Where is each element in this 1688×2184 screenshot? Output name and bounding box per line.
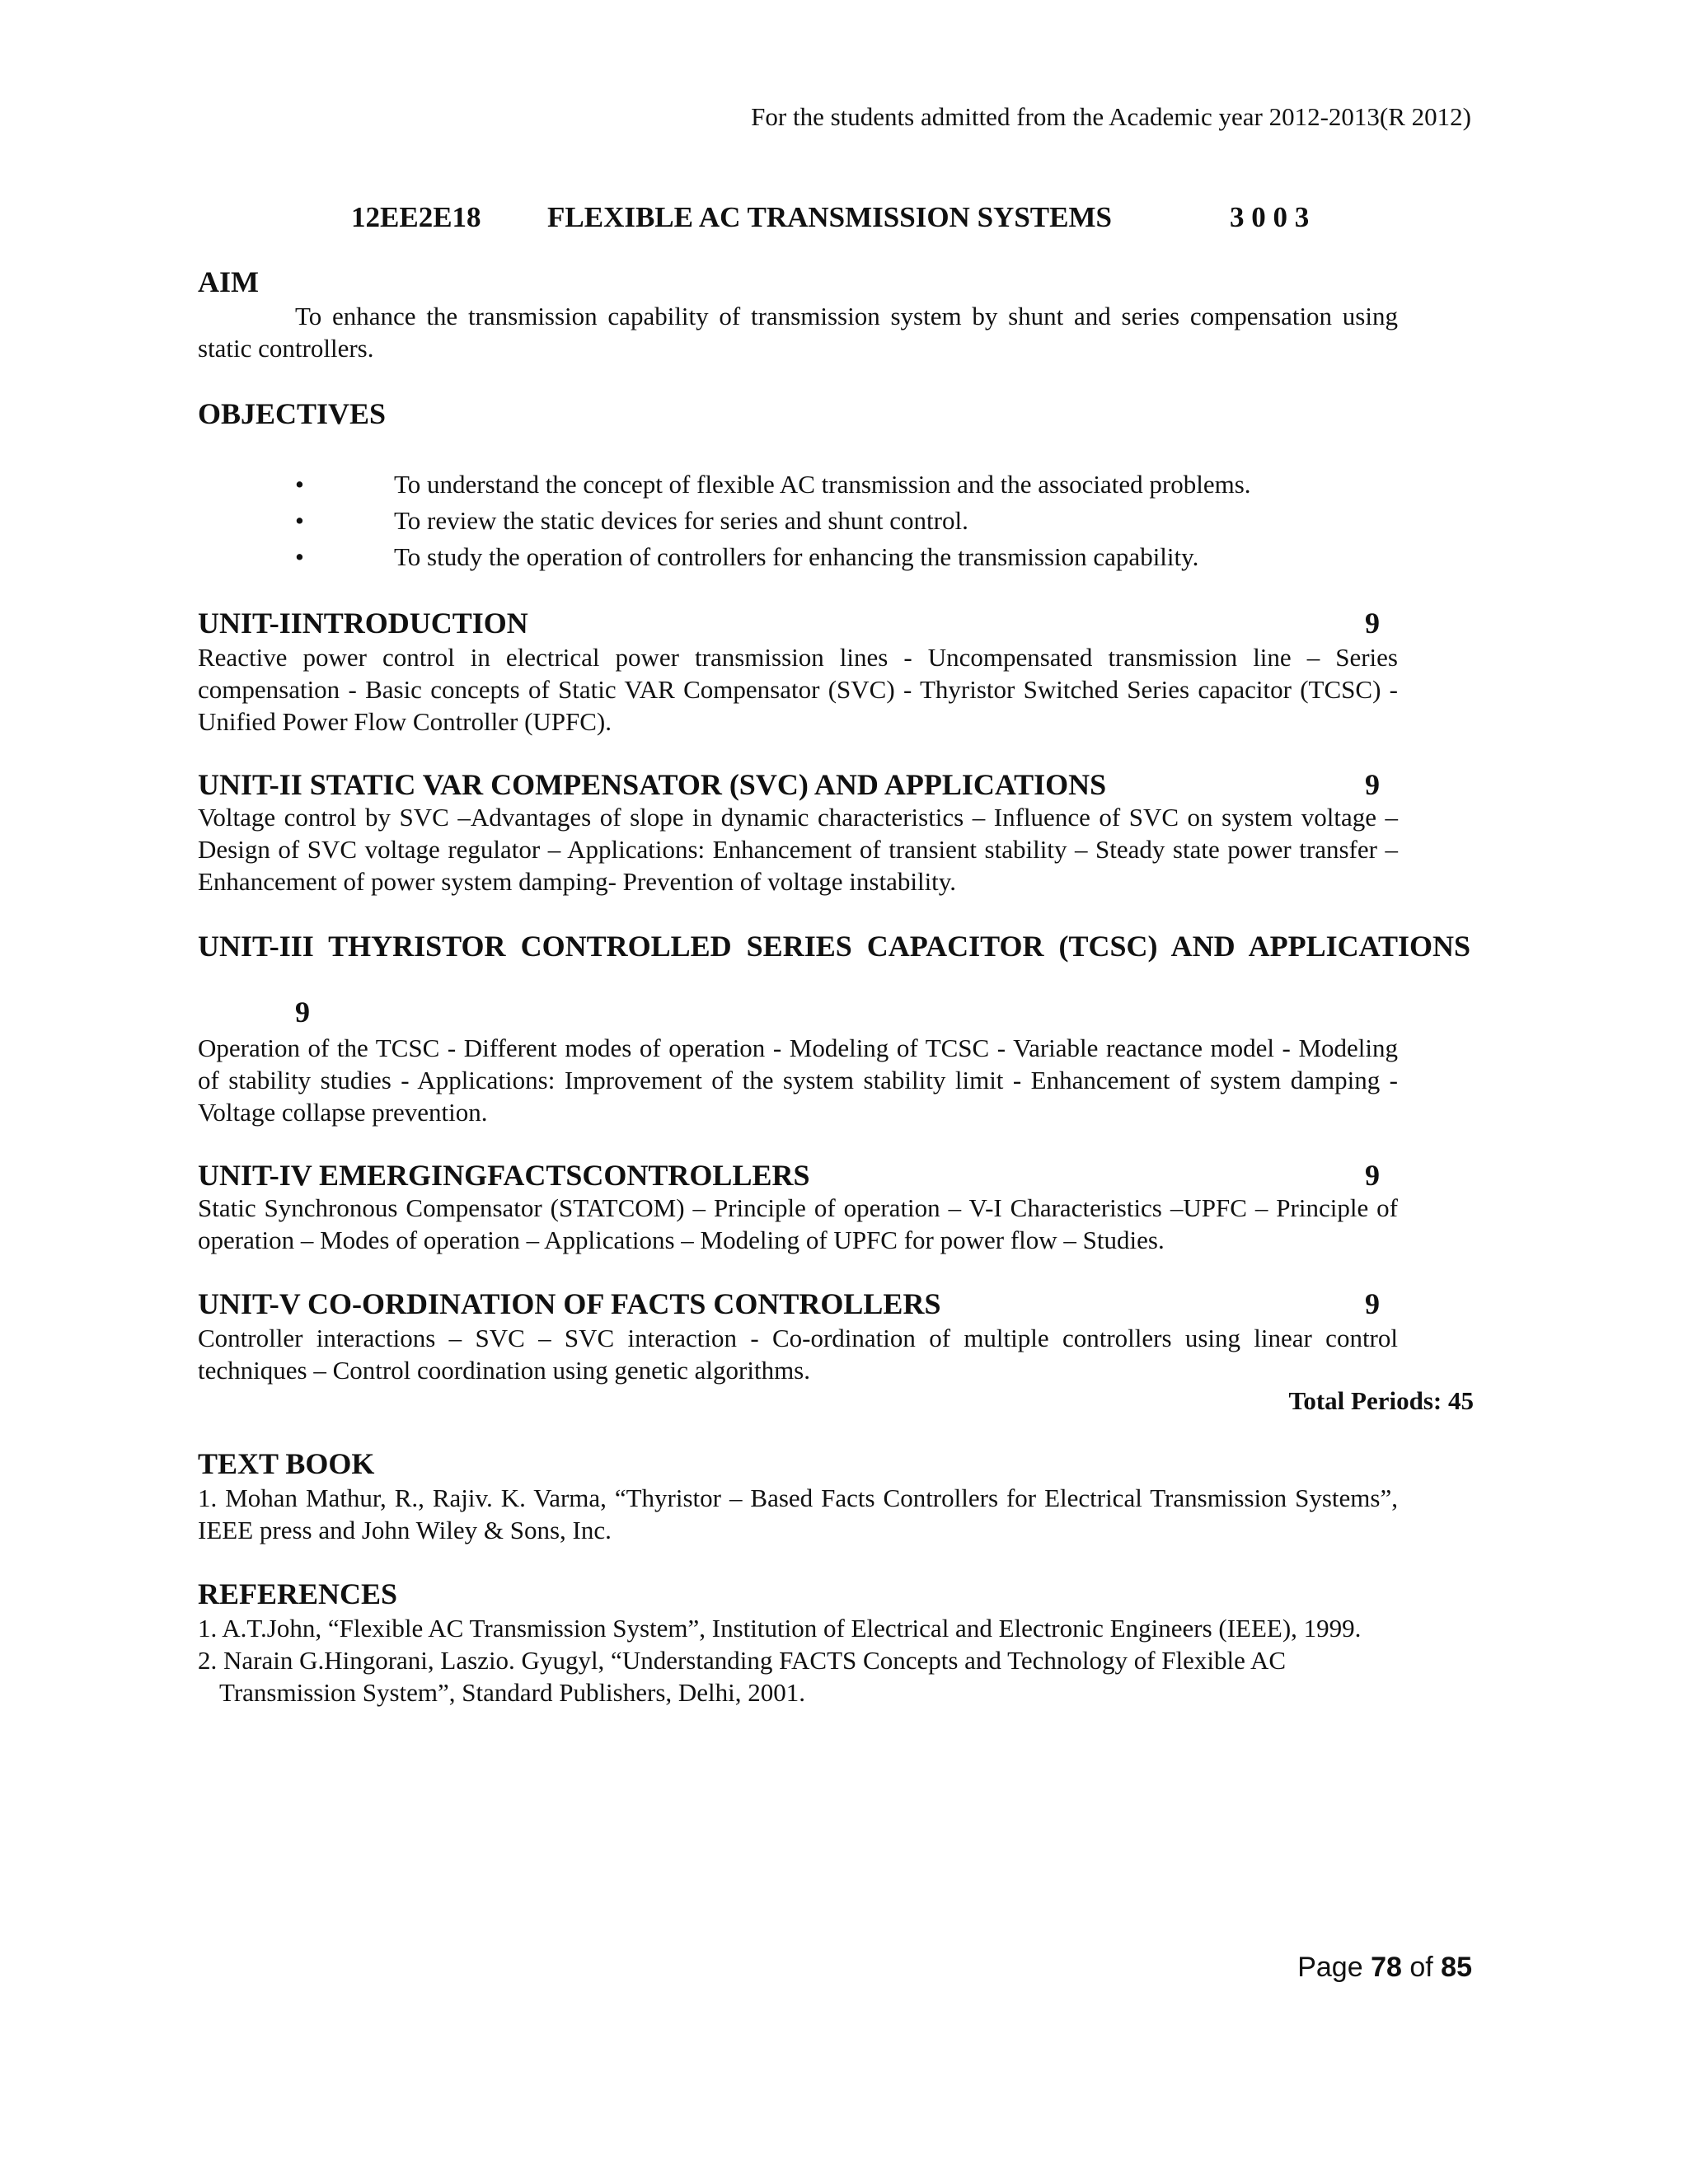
course-credits: 3 0 0 3 — [1230, 201, 1310, 233]
bullet-icon: • — [295, 470, 304, 499]
text-book-heading: TEXT BOOK — [198, 1447, 375, 1480]
unit-periods: 9 — [1365, 1287, 1380, 1320]
unit-periods: 9 — [1365, 1159, 1380, 1192]
aim-text: To enhance the transmission capability of transmission system by shunt and series compensation using static controllers. — [198, 302, 1398, 363]
unit-1-text: Reactive power control in electrical power transmission lines - Uncompensated transmission line – Series compensation - Basic concepts of Static VAR Compensator (SVC) - Thyristor Switched Series capacitor (TCSC) - Unified Power Flow Controller (UPFC). — [198, 643, 1398, 736]
unit-2-heading — [198, 768, 1398, 801]
unit-title: UNIT-II STATIC VAR COMPENSATOR (SVC) AND APPLICATIONS — [198, 768, 1107, 801]
unit-periods: 9 — [1365, 607, 1380, 640]
objectives-heading: OBJECTIVES — [198, 397, 387, 430]
references-heading: REFERENCES — [198, 1577, 398, 1610]
unit-5-heading — [198, 1287, 1398, 1320]
objectives-list — [295, 468, 1400, 577]
course-title: FLEXIBLE AC TRANSMISSION SYSTEMS — [547, 201, 1112, 233]
unit-title: UNIT-IV EMERGINGFACTSCONTROLLERS — [198, 1159, 810, 1192]
unit-title: UNIT-IINTRODUCTION — [198, 607, 528, 640]
bullet-icon: • — [295, 506, 304, 535]
text-book-item: 1. Mohan Mathur, R., Rajiv. K. Varma, “Thyristor – Based Facts Controllers for Electrical Transmission Systems”, IEEE press and John Wiley & Sons, Inc. — [198, 1483, 1398, 1544]
course-code: 12EE2E18 — [351, 201, 481, 233]
unit-3-text: Operation of the TCSC - Different modes of operation - Modeling of TCSC - Variable reactance model - Modeling of stability studies - Applications: Improvement of the system stability limit - Enhancement of system damping - Voltage collapse prevention. — [198, 1033, 1398, 1127]
reference-item: 2. Narain G.Hingorani, Laszio. Gyugyl, “Understanding FACTS Concepts and Technology of Flexible AC Transmission System”, Standard Publishers, Delhi, 2001. — [198, 1646, 1287, 1707]
aim-heading: AIM — [198, 265, 259, 298]
unit-4-heading — [198, 1159, 1398, 1192]
unit-1-heading — [198, 607, 1398, 640]
unit-title: UNIT-V CO-ORDINATION OF FACTS CONTROLLERS — [198, 1287, 941, 1320]
objective-item: • To understand the concept of flexible AC transmission and the associated problems. — [295, 470, 1251, 499]
objective-item: • To review the static devices for series and shunt control. — [295, 506, 968, 535]
unit-5-text: Controller interactions – SVC – SVC interaction - Co-ordination of multiple controllers using linear control techniques – Control coordination using genetic algorithms. — [198, 1324, 1398, 1385]
admission-note: For the students admitted from the Academic year 2012-2013(R 2012) — [751, 102, 1471, 131]
unit-3-periods: 9 — [295, 996, 310, 1029]
reference-item: 1. A.T.John, “Flexible AC Transmission System”, Institution of Electrical and Electronic Engineers (IEEE), 1999. — [198, 1614, 1362, 1643]
bullet-icon: • — [295, 542, 304, 571]
page-number: Page 78 of 85 — [1297, 1952, 1472, 1983]
objective-item: • To study the operation of controllers for enhancing the transmission capability. — [295, 542, 1199, 571]
unit-2-text: Voltage control by SVC –Advantages of slope in dynamic characteristics – Influence of SVC on system voltage – Design of SVC voltage regulator – Applications: Enhancement of transient stability – Steady state power transfer – Enhancement of power system damping- Prevention of voltage instability. — [198, 803, 1398, 896]
unit-3-title: UNIT-III THYRISTOR CONTROLLED SERIES CAPACITOR (TCSC) AND APPLICATIONS — [198, 930, 1470, 963]
total-periods: Total Periods: 45 — [1288, 1386, 1474, 1415]
unit-periods: 9 — [1365, 768, 1380, 801]
unit-4-text: Static Synchronous Compensator (STATCOM) – Principle of operation – V-I Characteristics –UPFC – Principle of operation – Modes of operation – Applications – Modeling of UPFC for power flow – Studies. — [198, 1193, 1398, 1254]
